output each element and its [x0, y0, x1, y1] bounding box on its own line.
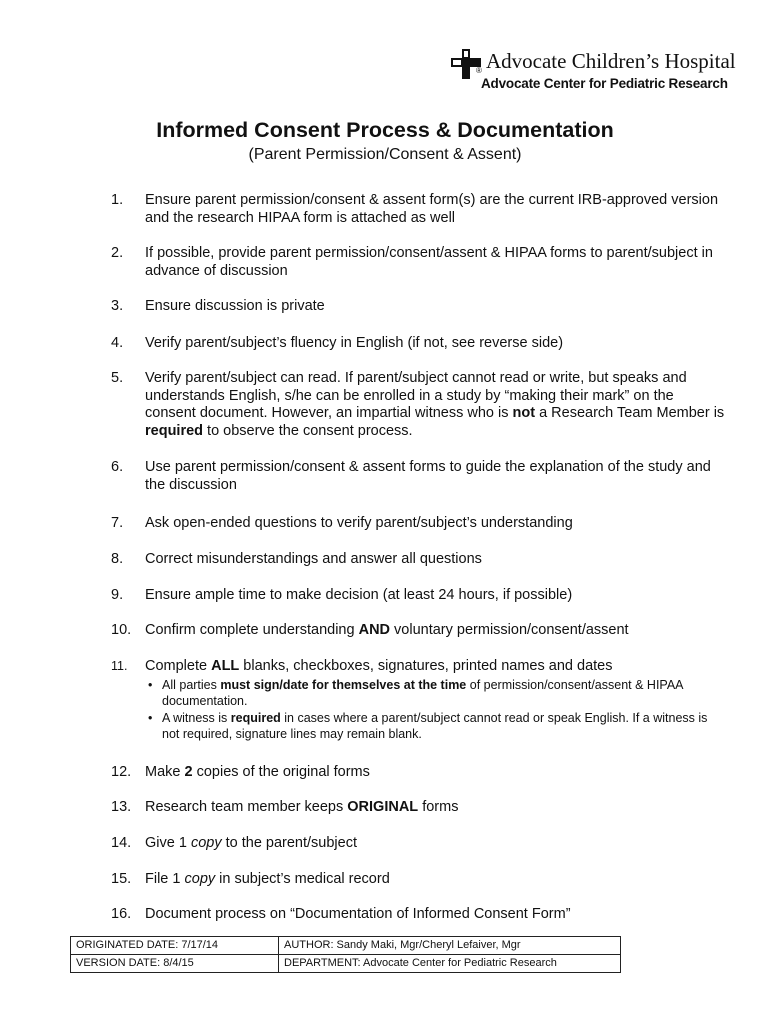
text-run: a Research Team Member is [535, 405, 725, 421]
logo-hospital-name: Advocate Children’s Hospital [486, 49, 736, 73]
bold-text: required [230, 711, 281, 725]
text-run: Verify parent/subject can read. If parent/subject cannot read or write, but speaks and understands English, s/he can be enrolled in a study by “making their mark” on the consent document. However, an impartial witness who is [145, 370, 687, 421]
text-run: to observe the consent process. [203, 422, 413, 439]
bullet-text [162, 711, 707, 741]
step-number: 11. [111, 659, 128, 673]
step-number: 14. [111, 835, 132, 851]
italic-text: copy [190, 835, 222, 851]
step-text [145, 835, 725, 853]
text-run: in cases where a parent/subject cannot read or speak English. If a witness is not required, signature lines may remain blank. [162, 711, 708, 741]
step-number: 9. [111, 587, 124, 603]
step-text [145, 551, 725, 569]
originated-date: ORIGINATED DATE: 7/17/14 [71, 937, 279, 955]
step-text [145, 370, 725, 440]
text-run: Document process on “Documentation of Informed Consent Form” [145, 906, 571, 922]
text-run: A witness is [162, 711, 231, 725]
bullet-text [162, 678, 683, 708]
author: AUTHOR: Sandy Maki, Mgr/Cheryl Lefaiver, Mgr [279, 937, 621, 955]
step-text [145, 906, 725, 924]
step-number: 10. [111, 622, 132, 638]
text-run: Confirm complete understanding [145, 622, 359, 638]
text-run: Research team member keeps [145, 799, 348, 815]
bullet-glyph: • [148, 678, 153, 692]
text-run: Give 1 [145, 835, 191, 851]
text-run: Ensure discussion is private [145, 298, 325, 314]
step-number: 15. [111, 871, 132, 887]
step-text [145, 298, 725, 316]
step-number: 2. [111, 245, 124, 261]
step-text [145, 335, 725, 353]
document-footer-table [70, 936, 621, 973]
bold-text: required [145, 422, 204, 439]
logo-registered-mark: ® [476, 66, 482, 75]
document-subtitle: (Parent Permission/Consent & Assent) [248, 146, 522, 163]
step-text [145, 871, 725, 889]
step-number: 12. [111, 764, 132, 780]
step-text [145, 192, 725, 227]
footer-row [71, 937, 621, 955]
text-run: Use parent permission/consent & assent forms to guide the explanation of the study and the discussion [145, 459, 711, 493]
text-run: in subject’s medical record [215, 871, 390, 887]
text-run: File 1 [145, 871, 185, 887]
bold-text: ALL [211, 658, 240, 674]
text-run: forms [418, 799, 459, 815]
text-run: copies of the original forms [192, 764, 370, 780]
department: DEPARTMENT: Advocate Center for Pediatric Research [279, 955, 621, 973]
step-number: 16. [111, 906, 132, 922]
bold-text: not [512, 405, 536, 421]
step-text [145, 764, 725, 782]
bullet-item [148, 711, 728, 742]
step-number: 3. [111, 298, 124, 314]
logo-subtitle: Advocate Center for Pediatric Research [481, 76, 728, 91]
step-text [145, 245, 725, 280]
step-number: 8. [111, 551, 124, 567]
step-number: 6. [111, 459, 124, 475]
text-run: blanks, checkboxes, signatures, printed names and dates [239, 658, 613, 674]
step-number: 13. [111, 799, 132, 815]
step-text [145, 799, 725, 817]
text-run: If possible, provide parent permission/consent/assent & HIPAA forms to parent/subject in advance of discussion [145, 245, 713, 279]
document-title: Informed Consent Process & Documentation [156, 118, 614, 142]
step-text [145, 622, 725, 640]
text-run: of permission/consent/assent & HIPAA documentation. [162, 678, 683, 708]
version-date: VERSION DATE: 8/4/15 [71, 955, 279, 973]
bold-text: must sign/date for themselves at the time [220, 678, 467, 692]
text-run: Verify parent/subject’s fluency in English (if not, see reverse side) [145, 335, 564, 351]
text-run: Ensure ample time to make decision (at least 24 hours, if possible) [145, 587, 573, 603]
step-text [145, 587, 725, 605]
text-run: Complete [145, 658, 212, 674]
step-text [145, 515, 725, 533]
bullet-glyph: • [148, 711, 153, 725]
step-number: 4. [111, 335, 124, 351]
text-run: Ensure parent permission/consent & assent form(s) are the current IRB-approved version and the research HIPAA form is attached as well [145, 192, 719, 226]
italic-text: copy [184, 871, 216, 887]
step-text [145, 658, 725, 676]
bullet-item [148, 678, 728, 709]
text-run: Ask open-ended questions to verify parent/subject’s understanding [145, 515, 573, 531]
bold-text: ORIGINAL [347, 799, 419, 815]
text-run: to the parent/subject [221, 835, 357, 851]
step-11-bullets [148, 678, 728, 744]
text-run: All parties [162, 678, 221, 692]
bold-text: AND [358, 622, 391, 638]
bold-text: 2 [184, 764, 193, 780]
text-run: Correct misunderstandings and answer all questions [145, 551, 482, 567]
footer-row [71, 955, 621, 973]
step-number: 1. [111, 192, 124, 208]
step-number: 7. [111, 515, 124, 531]
text-run: Make [145, 764, 185, 780]
step-text [145, 459, 725, 494]
step-number: 5. [111, 370, 124, 386]
text-run: voluntary permission/consent/assent [390, 622, 629, 638]
